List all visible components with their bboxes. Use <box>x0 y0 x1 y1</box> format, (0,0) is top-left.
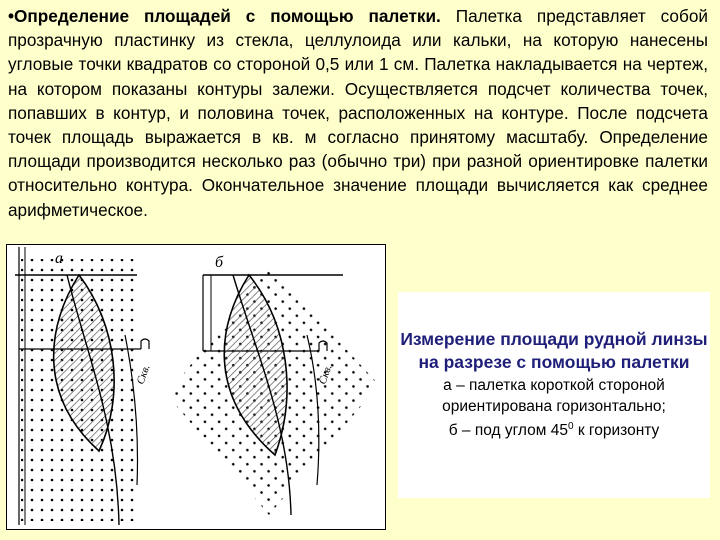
label-a: а <box>55 250 63 267</box>
paragraph-body: Палетка представляет собой прозрачную пластинку из стекла, целлулоида или кальки, на которую нанесены угловые точки квадратов со стороной 0,5 или 1 см. Палетка накладывается на чертеж, на котором показаны контуры залежи. Осуществляется подсчет количества точек, попавших в контур, и половина точек, расположенных на контуре. После подсчета точек площадь выражается в кв. м согласно принятому масштабу. Определение площади производится несколько раз (обычно три) при разной ориентировке палетки относительно контура. Окончательное значение площади вычисляется как среднее арифметическое. <box>8 6 708 220</box>
paragraph-heading: Определение площадей с помощью палетки. <box>14 6 441 26</box>
bullet: • <box>8 6 15 26</box>
caption-line-b <box>398 417 710 442</box>
caption-line-b-prefix: б – под углом 45 <box>448 422 568 440</box>
caption-title: Измерение площади рудной линзы на разрезе с помощью палетки <box>400 329 708 372</box>
main-paragraph <box>8 4 708 222</box>
figure-drawing <box>7 245 385 529</box>
gallery-end-a <box>141 339 149 349</box>
label-b: б <box>215 254 224 271</box>
caption-body <box>398 376 710 442</box>
caption-box <box>398 292 710 498</box>
caption-line-b-suffix: к горизонту <box>573 422 660 440</box>
caption-line-b-sup: 0 <box>567 421 574 432</box>
well-label-b: Скв. <box>316 363 335 387</box>
caption-line-a: а – палетка короткой стороной ориентирована горизонтально; <box>442 377 666 415</box>
palette-figure <box>6 244 386 530</box>
well-label-a: Скв. <box>134 363 153 387</box>
